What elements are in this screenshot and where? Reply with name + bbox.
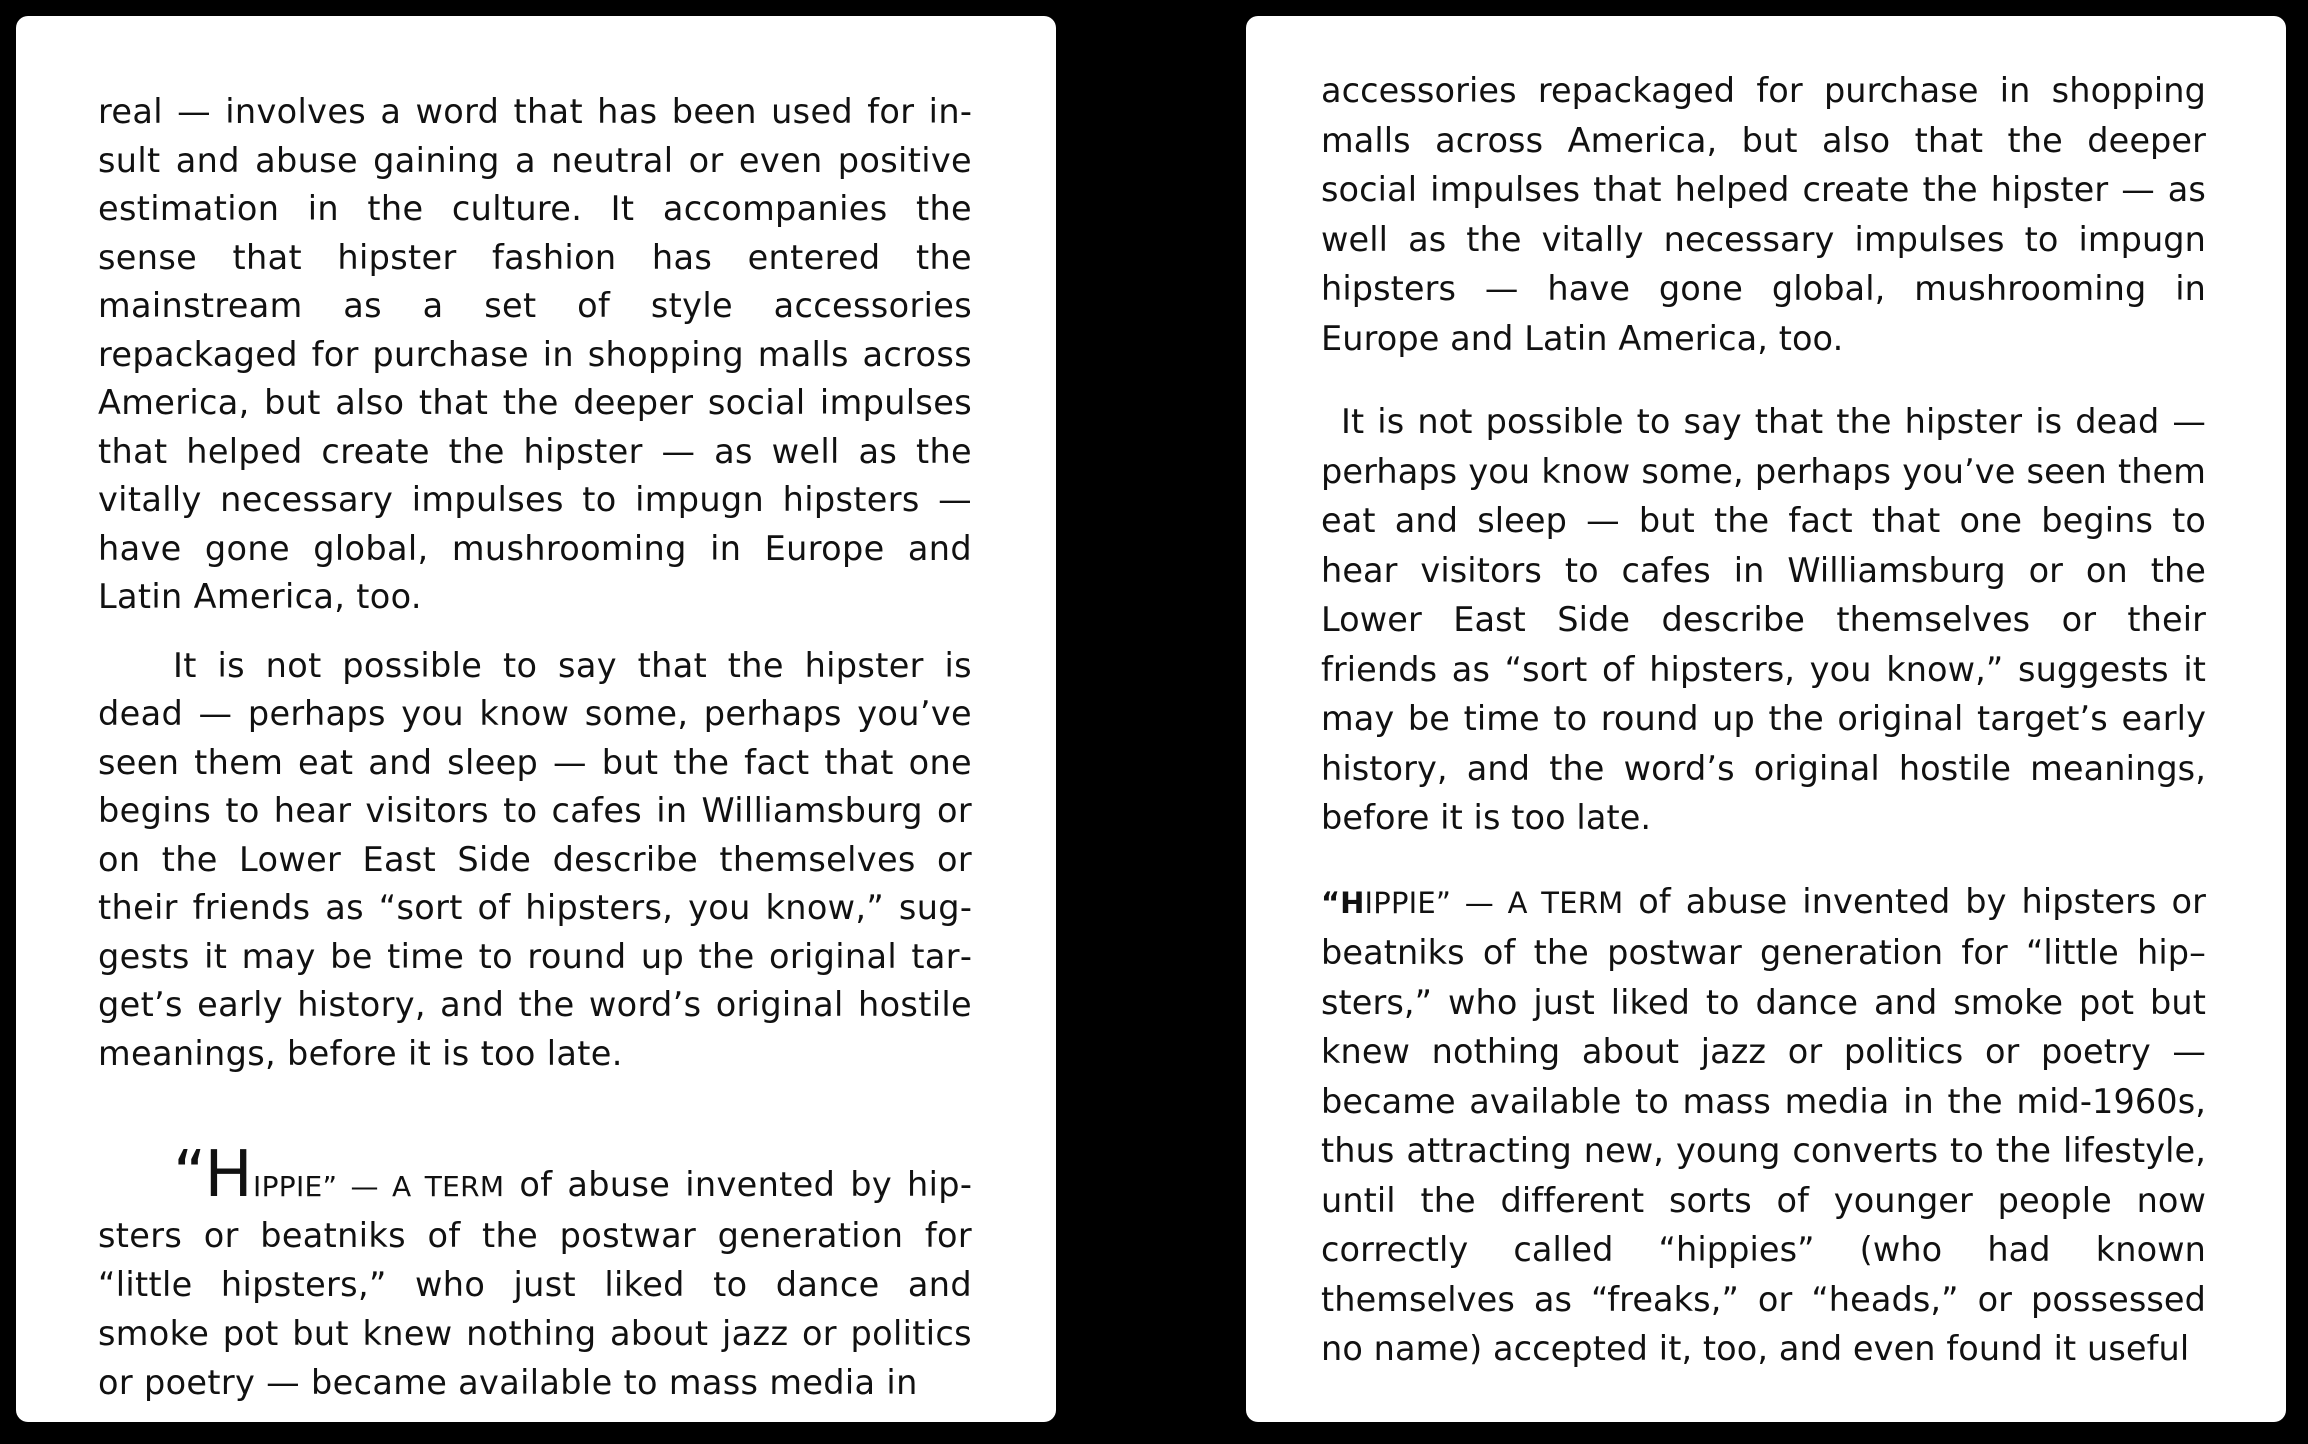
right-smallcaps-heading: IPPIE” — A TERM: [1364, 885, 1624, 920]
right-paragraph-2: It is not possible to say that the hipster is dead — perhaps you know some, perhaps you’ve seen them eat and sleep — but the fact that one begins to hear visitors to cafes in Williamsburg or on the Lower East Side describe themselves or their friends as “sort of hipsters, you know,” suggests it may be time to round up the original target’s early history, and the word’s original hostile meanings, before it is too late.: [1321, 402, 2206, 837]
right-lead-letters: “H: [1321, 885, 1365, 920]
left-paragraph-3-text: of abuse invented by hipsters or beatniks of the postwar generation for “little hipsters,” who just liked to dance and smoke pot but knew nothing about jazz or politics or poetry — became available to mass media in: [98, 1165, 973, 1402]
left-lead-quote: “: [173, 1138, 205, 1212]
left-paragraph-1: real — involves a word that has been used for insult and abuse gaining a neutral or even positive estimation in the culture. It accompanies the sense that hipster fashion has entered the mainstream as a set of style accessories repackaged for purchase in shopping malls across America, but also that the deeper social impulses that helped create the hipster — as well as the vitally necessary impulses to impugn hipsters — have gone global, mushrooming in Europe and Latin America, too.: [98, 92, 972, 616]
left-paragraph-3: [98, 1138, 973, 1407]
right-paragraph-3: [1321, 877, 2206, 1374]
left-smallcaps-heading: IPPIE” — A TERM: [253, 1170, 505, 1203]
right-page: [1246, 16, 2286, 1422]
left-page: [16, 16, 1056, 1422]
right-paragraph-1: accessories repackaged for purchase in shopping malls across America, but also that the deeper social impulses that helped create the hipster — as well as the vitally necessary impulses to impugn hipsters — have gone global, mushrooming in Europe and Latin America, too.: [1321, 71, 2206, 358]
left-paragraph-2: It is not possible to say that the hipster is dead — perhaps you know some, perhaps you’ve seen them eat and sleep — but the fact that one begins to hear visitors to cafes in Williamsburg or on the Lower East Side describe themselves or their friends as “sort of hipsters, you know,” suggests it may be time to round up the original target’s early history, and the word’s original hostile meanings, before it is too late.: [98, 645, 972, 1073]
right-paragraph-3-text: of abuse invented by hipsters or beatniks of the postwar generation for “little hip–sters,” who just liked to dance and smoke pot but knew nothing about jazz or politics or poetry — became available to mass media in the mid-1960s, thus attracting new, young converts to the lifestyle, until the different sorts of younger people now correctly called “hippies” (who had known themselves as “freaks,” or “heads,” or possessed no name) accepted it, too, and even found it useful: [1321, 881, 2206, 1368]
left-drop-cap: H: [204, 1138, 254, 1212]
